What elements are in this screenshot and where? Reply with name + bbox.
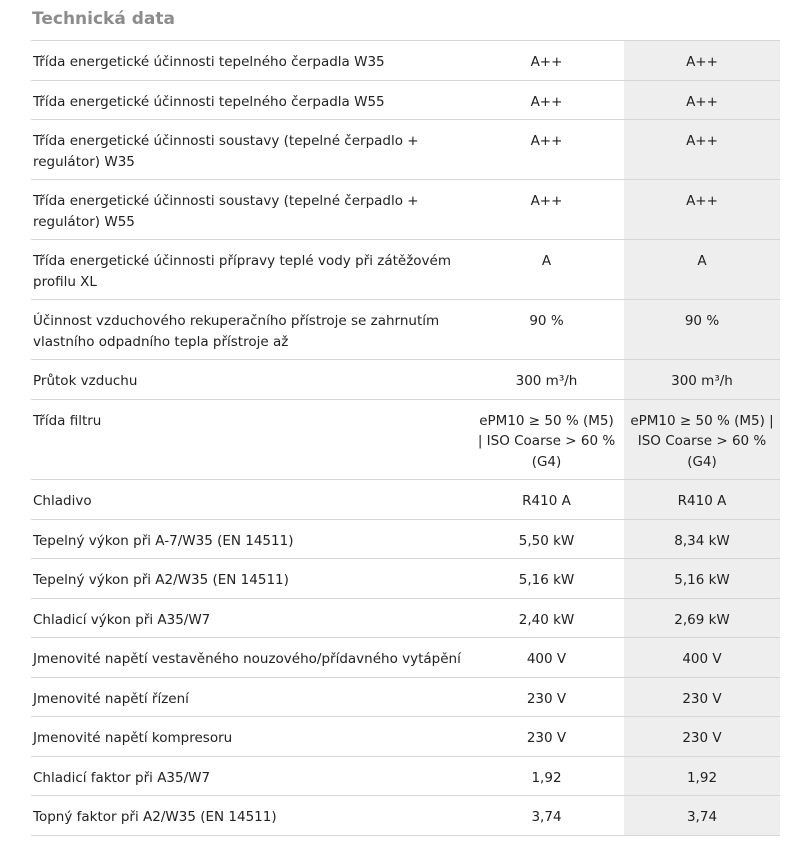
row-value-variant-1: A++: [469, 120, 624, 180]
row-value-variant-2: 3,74: [624, 796, 780, 836]
table-row: [31, 756, 780, 796]
row-label: Průtok vzduchu: [31, 360, 469, 400]
table-row: [31, 360, 780, 400]
row-label: Topný faktor při A2/W35 (EN 14511): [31, 796, 469, 836]
table-row: [31, 41, 780, 81]
row-value-variant-2: ePM10 ≥ 50 % (M5) | ISO Coarse > 60 % (G4): [624, 399, 780, 480]
row-value-variant-2: 300 m³/h: [624, 360, 780, 400]
table-row: [31, 120, 780, 180]
row-value-variant-2: 5,16 kW: [624, 559, 780, 599]
row-label: Třída energetické účinnosti tepelného čerpadla W35: [31, 41, 469, 81]
table-row: [31, 519, 780, 559]
row-value-variant-1: 5,50 kW: [469, 519, 624, 559]
table-row: [31, 717, 780, 757]
row-value-variant-1: R410 A: [469, 480, 624, 520]
table-row: [31, 300, 780, 360]
row-value-variant-2: 8,34 kW: [624, 519, 780, 559]
row-value-variant-2: 230 V: [624, 677, 780, 717]
row-value-variant-2: 90 %: [624, 300, 780, 360]
row-value-variant-2: R410 A: [624, 480, 780, 520]
row-label: Třída energetické účinnosti soustavy (tepelné čerpadlo + regulátor) W55: [31, 180, 469, 240]
row-value-variant-2: 400 V: [624, 638, 780, 678]
row-value-variant-1: A++: [469, 80, 624, 120]
row-value-variant-1: 1,92: [469, 756, 624, 796]
table-row: [31, 677, 780, 717]
row-label: Třída energetické účinnosti tepelného čerpadla W55: [31, 80, 469, 120]
section-title: Technická data: [32, 9, 175, 29]
row-value-variant-1: 5,16 kW: [469, 559, 624, 599]
row-label: Tepelný výkon při A2/W35 (EN 14511): [31, 559, 469, 599]
table-row: [31, 559, 780, 599]
row-label: Třída energetické účinnosti soustavy (tepelné čerpadlo + regulátor) W35: [31, 120, 469, 180]
row-label: Chladicí faktor při A35/W7: [31, 756, 469, 796]
row-value-variant-2: 2,69 kW: [624, 598, 780, 638]
row-value-variant-1: 90 %: [469, 300, 624, 360]
technical-data-table: [31, 40, 780, 836]
table-row: [31, 480, 780, 520]
table-row: [31, 240, 780, 300]
row-value-variant-2: A++: [624, 41, 780, 81]
row-value-variant-1: 2,40 kW: [469, 598, 624, 638]
row-value-variant-2: 230 V: [624, 717, 780, 757]
row-label: Třída filtru: [31, 399, 469, 480]
table-row: [31, 638, 780, 678]
row-label: Třída energetické účinnosti přípravy teplé vody při zátěžovém profilu XL: [31, 240, 469, 300]
row-value-variant-1: 3,74: [469, 796, 624, 836]
table-row: [31, 399, 780, 480]
row-value-variant-2: 1,92: [624, 756, 780, 796]
row-label: Chladicí výkon při A35/W7: [31, 598, 469, 638]
table-row: [31, 796, 780, 836]
table-body: [31, 41, 780, 836]
table-row: [31, 180, 780, 240]
row-value-variant-1: 400 V: [469, 638, 624, 678]
row-value-variant-1: A++: [469, 180, 624, 240]
row-label: Chladivo: [31, 480, 469, 520]
row-value-variant-1: 230 V: [469, 717, 624, 757]
row-value-variant-2: A++: [624, 120, 780, 180]
row-value-variant-1: A++: [469, 41, 624, 81]
row-value-variant-1: 230 V: [469, 677, 624, 717]
row-label: Jmenovité napětí vestavěného nouzového/přídavného vytápění: [31, 638, 469, 678]
row-label: Účinnost vzduchového rekuperačního přístroje se zahrnutím vlastního odpadního tepla přístroje až: [31, 300, 469, 360]
table-row: [31, 598, 780, 638]
table-row: [31, 80, 780, 120]
row-value-variant-1: ePM10 ≥ 50 % (M5) | ISO Coarse > 60 % (G4): [469, 399, 624, 480]
row-label: Tepelný výkon při A-7/W35 (EN 14511): [31, 519, 469, 559]
row-value-variant-2: A++: [624, 80, 780, 120]
row-value-variant-2: A++: [624, 180, 780, 240]
row-label: Jmenovité napětí řízení: [31, 677, 469, 717]
row-value-variant-2: A: [624, 240, 780, 300]
row-value-variant-1: A: [469, 240, 624, 300]
row-value-variant-1: 300 m³/h: [469, 360, 624, 400]
row-label: Jmenovité napětí kompresoru: [31, 717, 469, 757]
